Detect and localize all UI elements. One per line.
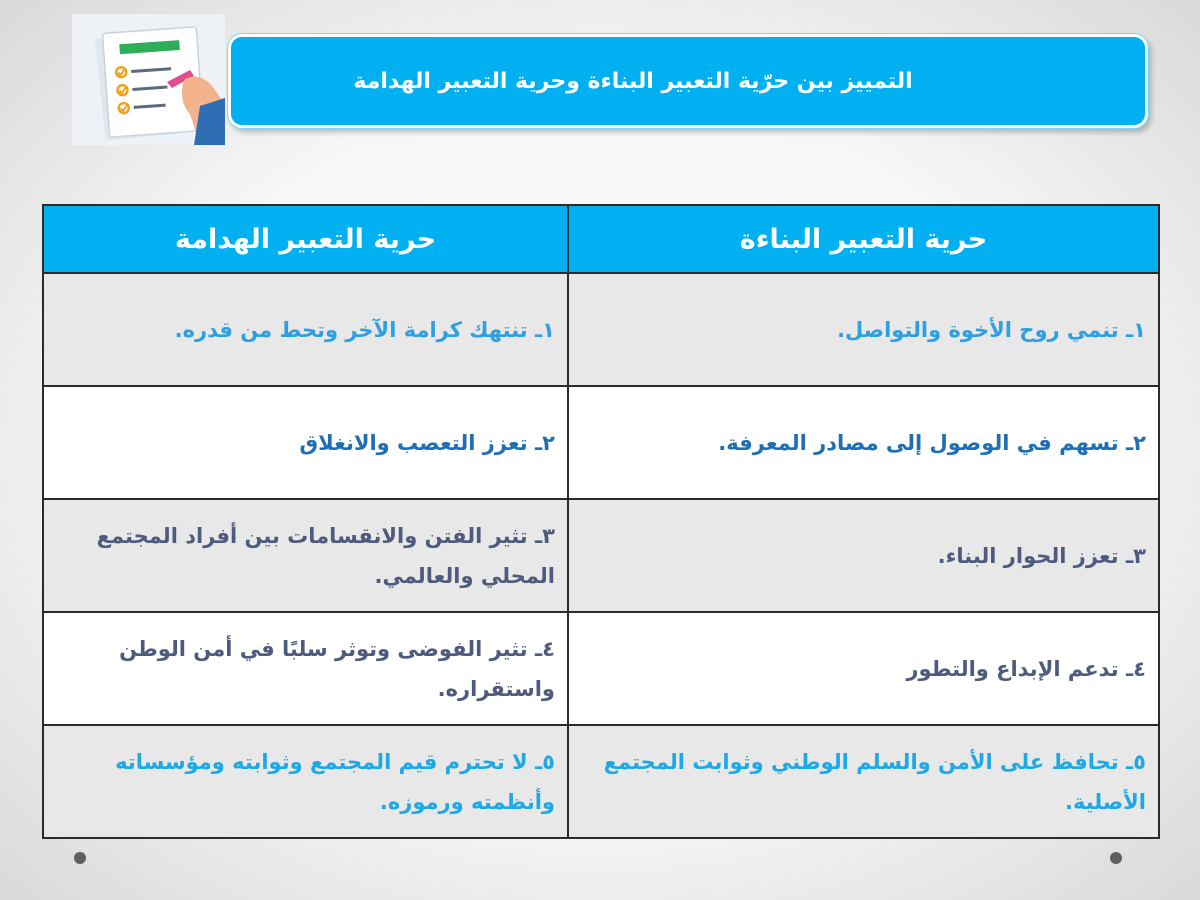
right-dot-icon bbox=[1110, 852, 1122, 864]
cell-constructive-5: ٥ـ تحافظ على الأمن والسلم الوطني وثوابت المجتمع الأصلية. bbox=[568, 725, 1159, 838]
cell-destructive-5: ٥ـ لا تحترم قيم المجتمع وثوابته ومؤسساته وأنظمته ورموزه. bbox=[43, 725, 568, 838]
table-row bbox=[43, 386, 1159, 499]
table-header-row bbox=[43, 205, 1159, 273]
table-row bbox=[43, 273, 1159, 386]
title-banner bbox=[228, 34, 1148, 128]
cell-destructive-2: ٢ـ تعزز التعصب والانغلاق bbox=[43, 386, 568, 499]
left-dot-icon bbox=[74, 852, 86, 864]
cell-constructive-4: ٤ـ تدعم الإبداع والتطور bbox=[568, 612, 1159, 725]
cell-constructive-2: ٢ـ تسهم في الوصول إلى مصادر المعرفة. bbox=[568, 386, 1159, 499]
page-title: التمييز بين حرّية التعبير البناءة وحرية التعبير الهدامة bbox=[353, 68, 913, 94]
cell-destructive-4: ٤ـ تثير الفوضى وتوثر سلبًا في أمن الوطن واستقراره. bbox=[43, 612, 568, 725]
comparison-table bbox=[42, 204, 1160, 839]
header-constructive: حرية التعبير البناءة bbox=[568, 205, 1159, 273]
table-row bbox=[43, 612, 1159, 725]
cell-destructive-3: ٣ـ تثير الفتن والانقسامات بين أفراد المجتمع المحلي والعالمي. bbox=[43, 499, 568, 612]
cell-constructive-3: ٣ـ تعزز الحوار البناء. bbox=[568, 499, 1159, 612]
table-row bbox=[43, 499, 1159, 612]
cell-destructive-1: ١ـ تنتهك كرامة الآخر وتحط من قدره. bbox=[43, 273, 568, 386]
header-destructive: حرية التعبير الهدامة bbox=[43, 205, 568, 273]
cell-constructive-1: ١ـ تنمي روح الأخوة والتواصل. bbox=[568, 273, 1159, 386]
checklist-clipboard-icon bbox=[72, 14, 225, 145]
table-row bbox=[43, 725, 1159, 838]
